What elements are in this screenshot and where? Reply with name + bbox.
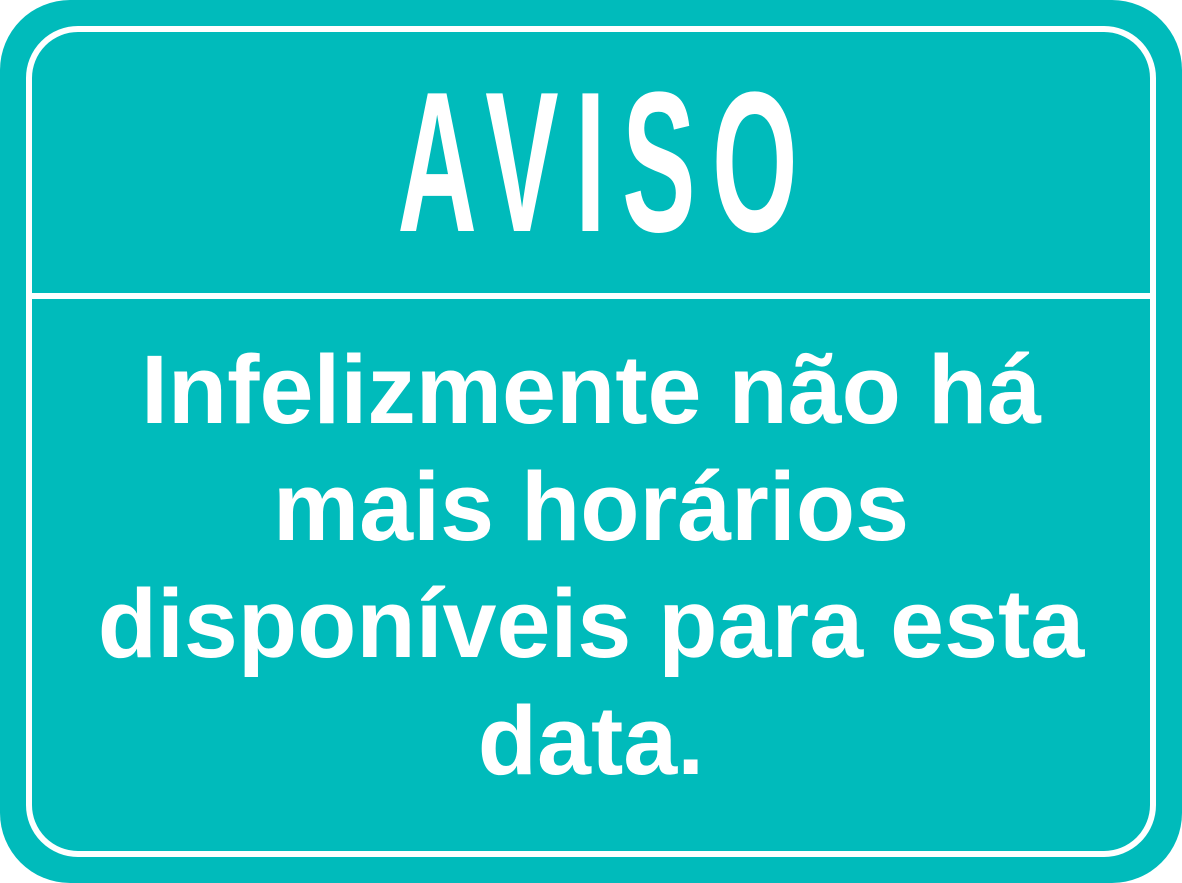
sign-message: Infelizmente não há mais horários disponíveis para esta data. (97, 335, 1085, 795)
sign-header (32, 32, 1150, 293)
sign-title: AVISO (397, 50, 815, 274)
sign-message-area (32, 299, 1150, 851)
